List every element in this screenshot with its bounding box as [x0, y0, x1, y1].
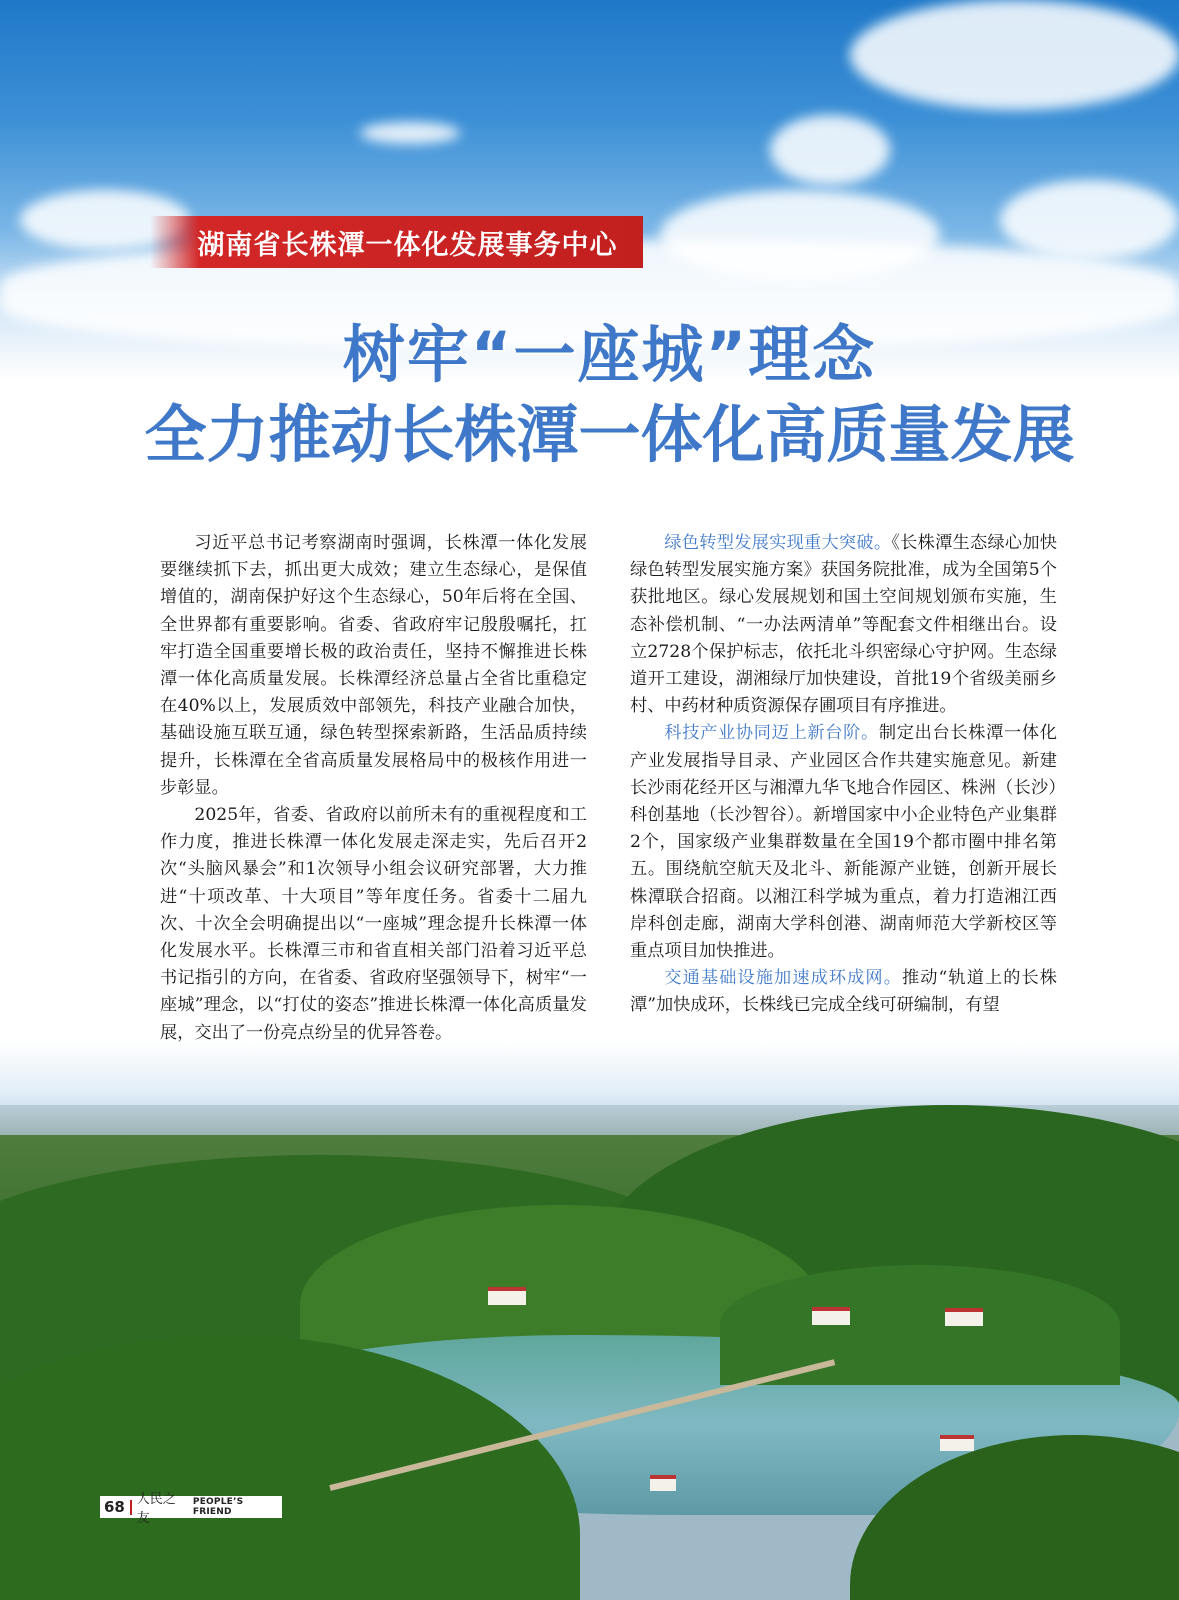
footer-divider	[130, 1500, 132, 1515]
headline-line-1: 树牢“一座城”理念	[342, 318, 877, 391]
building	[488, 1287, 526, 1305]
department-badge	[150, 216, 643, 268]
building	[940, 1435, 974, 1451]
section-lead: 交通基础设施加速成环成网。	[664, 968, 902, 989]
building	[945, 1308, 983, 1326]
section-body: 制定出台长株潭一体化产业发展指导目录、产业园区合作共建实施意见。新建长沙雨花经开区与湘潭九华飞地合作园区、株洲（长沙）科创基地（长沙智谷）。新增国家中小企业特色产业集群2个，国家级产业集群数量在全国19个都市圈中排名第五。围绕航空航天及北斗、新能源产业链，创新开展长株潭联合招商。以湘江科学城为重点，着力打造湘江西岸科创走廊，湖南大学科创港、湖南师范大学新校区等重点项目加快推进。	[630, 723, 1057, 962]
building	[812, 1307, 850, 1325]
paragraph: 2025年，省委、省政府以前所未有的重视程度和工作力度，推进长株潭一体化发展走深走实，先后召开2次“头脑风暴会”和1次领导小组会议研究部署，大力推进“十项改革、十大项目”等年度任务。省委十二届九次、十次全会明确提出以“一座城”理念提升长株潭一体化发展水平。长株潭三市和省直相关部门沿着习近平总书记指引的方向，在省委、省政府坚强领导下，树牢“一座城”理念，以“打仗的姿态”推进长株潭一体化高质量发展，交出了一份亮点纷呈的优异答卷。	[160, 805, 587, 1043]
headline-line-2: 全力推动长株潭一体化高质量发展	[144, 398, 1075, 471]
badge-text: 湖南省长株潭一体化发展事务中心	[197, 229, 618, 261]
page-footer	[100, 1492, 282, 1526]
cloud	[1000, 180, 1179, 260]
magazine-name-en: PEOPLE’S FRIEND	[192, 1497, 244, 1517]
forest-hill	[720, 1265, 1120, 1385]
right-text-column	[630, 530, 1057, 1020]
cloud	[770, 115, 890, 185]
page-number: 68	[104, 1498, 125, 1516]
section-lead: 科技产业协同迈上新台阶。	[664, 723, 879, 744]
paragraph	[630, 965, 1057, 1019]
left-text-column	[160, 530, 587, 1047]
paragraph	[630, 530, 1057, 720]
cloud	[360, 122, 460, 144]
section-body: 《长株潭生态绿心加快绿色转型发展实施方案》获国务院批准，成为全国第5个获批地区。绿心发展规划和国土空间规划颁布实施，生态补偿机制、“一办法两清单”等配套文件相继出台。设立2728个保护标志，依托北斗织密绿心守护网。生态绿道开工建设，湖湘绿厅加快建设，首批19个省级美丽乡村、中药材种质资源保存圃项目有序推进。	[630, 533, 1057, 717]
paragraph	[630, 720, 1057, 965]
section-lead: 绿色转型发展实现重大突破。	[664, 533, 892, 553]
magazine-name-cn: 人民之友	[136, 1492, 176, 1526]
cloud	[850, 0, 1179, 110]
paragraph: 习近平总书记考察湖南时强调，长株潭一体化发展要继续抓下去，抓出更大成效；建立生态绿心，是保值增值的，湖南保护好这个生态绿心，50年后将在全国、全世界都有重要影响。省委、省政府牢记殷殷嘱托，扛牢打造全国重要增长极的政治责任，坚持不懈推进长株潭一体化高质量发展。长株潭经济总量占全省比重稳定在40%以上，发展质效中部领先，科技产业融合加快，基础设施互联互通，绿色转型探索新路，生活品质持续提升，长株潭在全省高质量发展格局中的极核作用进一步彰显。	[160, 533, 587, 798]
building	[650, 1475, 676, 1491]
section-body: 推动“轨道上的长株潭”加快成环，长株线已完成全线可研编制，有望	[630, 968, 1057, 1016]
